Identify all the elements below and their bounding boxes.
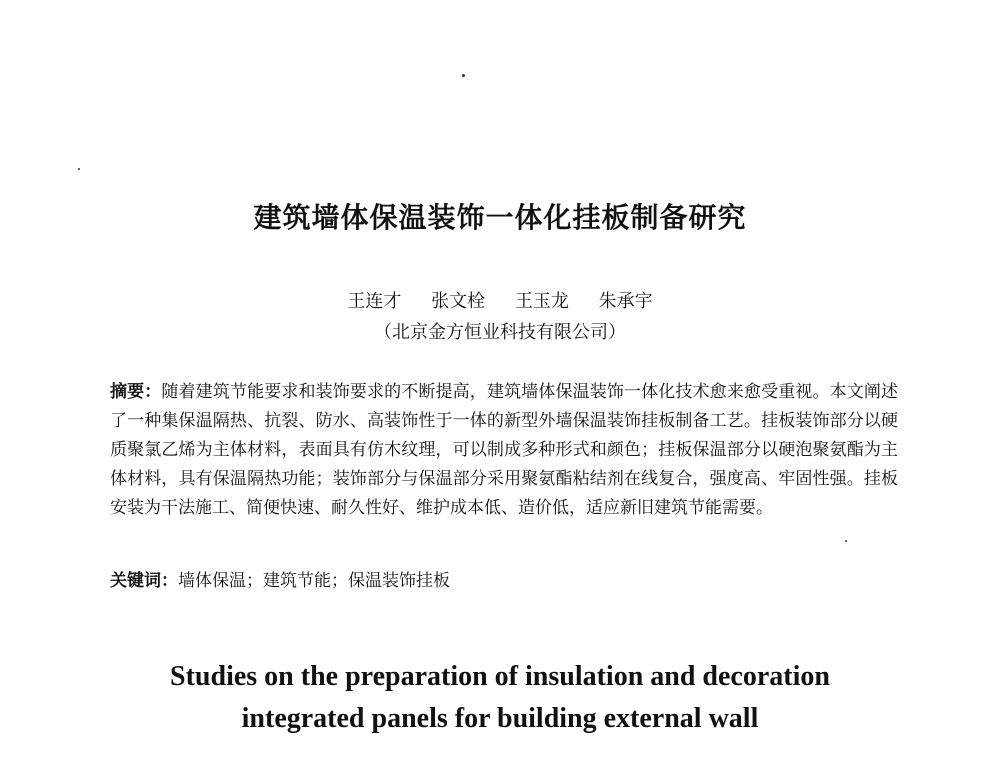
keywords-label: 关键词： (110, 571, 178, 591)
author-name: 王连才 (347, 291, 402, 312)
scan-speck (78, 168, 80, 170)
author-name: 王玉龙 (514, 291, 569, 312)
author-list (0, 287, 1000, 313)
paper-title-cn: 建筑墙体保温装饰一体化挂板制备研究 (253, 201, 747, 234)
abstract-text: 随着建筑节能要求和装饰要求的不断提高，建筑墙体保温装饰一体化技术愈来愈受重视。本文阐述了一种集保温隔热、抗裂、防水、高装饰性于一体的新型外墙保温装饰挂板制备工艺。挂板装饰部分以硬质聚氯乙烯为主体材料，表面具有仿木纹理，可以制成多种形式和颜色；挂板保温部分以硬泡聚氨酯为主体材料，具有保温隔热功能；装饰部分与保温部分采用聚氨酯粘结剂在线复合，强度高、牢固性强。挂板安装为干法施工、简便快速、耐久性好、维护成本低、造价低，适应新旧建筑节能需要。 (110, 382, 899, 518)
author-name: 朱承宇 (598, 291, 653, 312)
keywords (110, 567, 898, 596)
abstract-label: 摘要： (110, 382, 162, 402)
abstract (110, 378, 898, 523)
title-en-line: Studies on the preparation of insulation and decoration (170, 661, 830, 692)
scan-speck (845, 540, 847, 542)
affiliation: （北京金方恒业科技有限公司） (374, 322, 626, 343)
title-en-line: integrated panels for building external wall (241, 703, 759, 734)
author-name: 张文栓 (431, 291, 486, 312)
keywords-text: 墙体保温；建筑节能；保温装饰挂板 (178, 571, 450, 591)
scan-speck (462, 74, 465, 77)
paper-title-en (0, 656, 1000, 740)
